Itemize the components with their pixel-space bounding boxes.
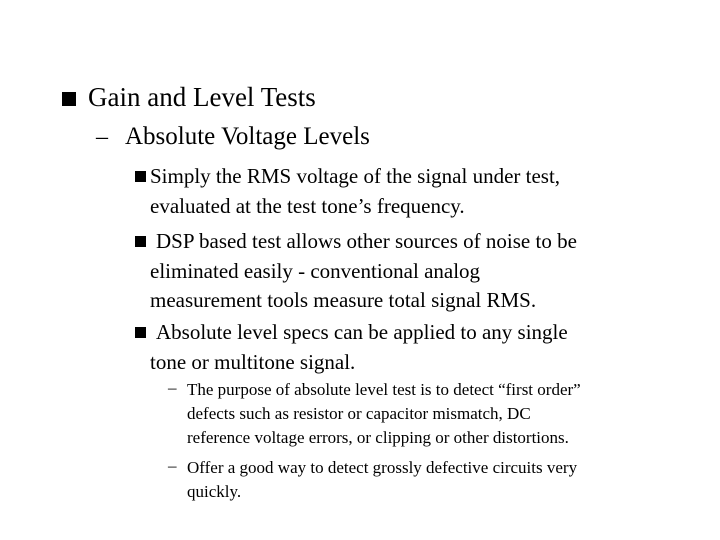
bullet-line: DSP based test allows other sources of noise to be <box>156 229 577 253</box>
bullet-text <box>150 318 568 377</box>
sub-bullet-line: The purpose of absolute level test is to detect “first order” <box>187 380 581 399</box>
bullet-line: eliminated easily - conventional analog <box>150 258 481 283</box>
sub-bullet-text <box>187 378 581 450</box>
dash-bullet-icon: – <box>96 124 108 150</box>
square-bullet-icon <box>135 327 146 338</box>
sub-bullet-text <box>187 456 577 504</box>
square-bullet-icon <box>135 171 146 182</box>
dash-bullet-icon: – <box>168 456 177 475</box>
bullet-line: tone or multitone signal. <box>150 349 356 374</box>
sub-bullet-line: quickly. <box>187 482 242 501</box>
sub-bullet-line: reference voltage errors, or clipping or other distortions. <box>187 428 569 447</box>
bullet-line: measurement tools measure total signal RMS. <box>150 288 537 312</box>
bullet-text <box>150 162 560 221</box>
subheading-absolute-voltage-levels: Absolute Voltage Levels <box>125 123 370 150</box>
bullet-line: Absolute level specs can be applied to any single <box>156 320 568 344</box>
bullet-text <box>150 227 577 316</box>
square-bullet-icon <box>135 236 146 247</box>
bullet-line: Simply the RMS voltage of the signal under test, <box>150 164 561 188</box>
sub-bullet-line: defects such as resistor or capacitor mismatch, DC <box>187 404 531 423</box>
bullet-line: evaluated at the test tone’s frequency. <box>150 193 465 218</box>
heading-gain-and-level-tests: Gain and Level Tests <box>88 82 316 112</box>
square-bullet-icon <box>62 92 76 106</box>
dash-bullet-icon: – <box>168 378 177 397</box>
sub-bullet-line: Offer a good way to detect grossly defective circuits very <box>187 458 578 477</box>
